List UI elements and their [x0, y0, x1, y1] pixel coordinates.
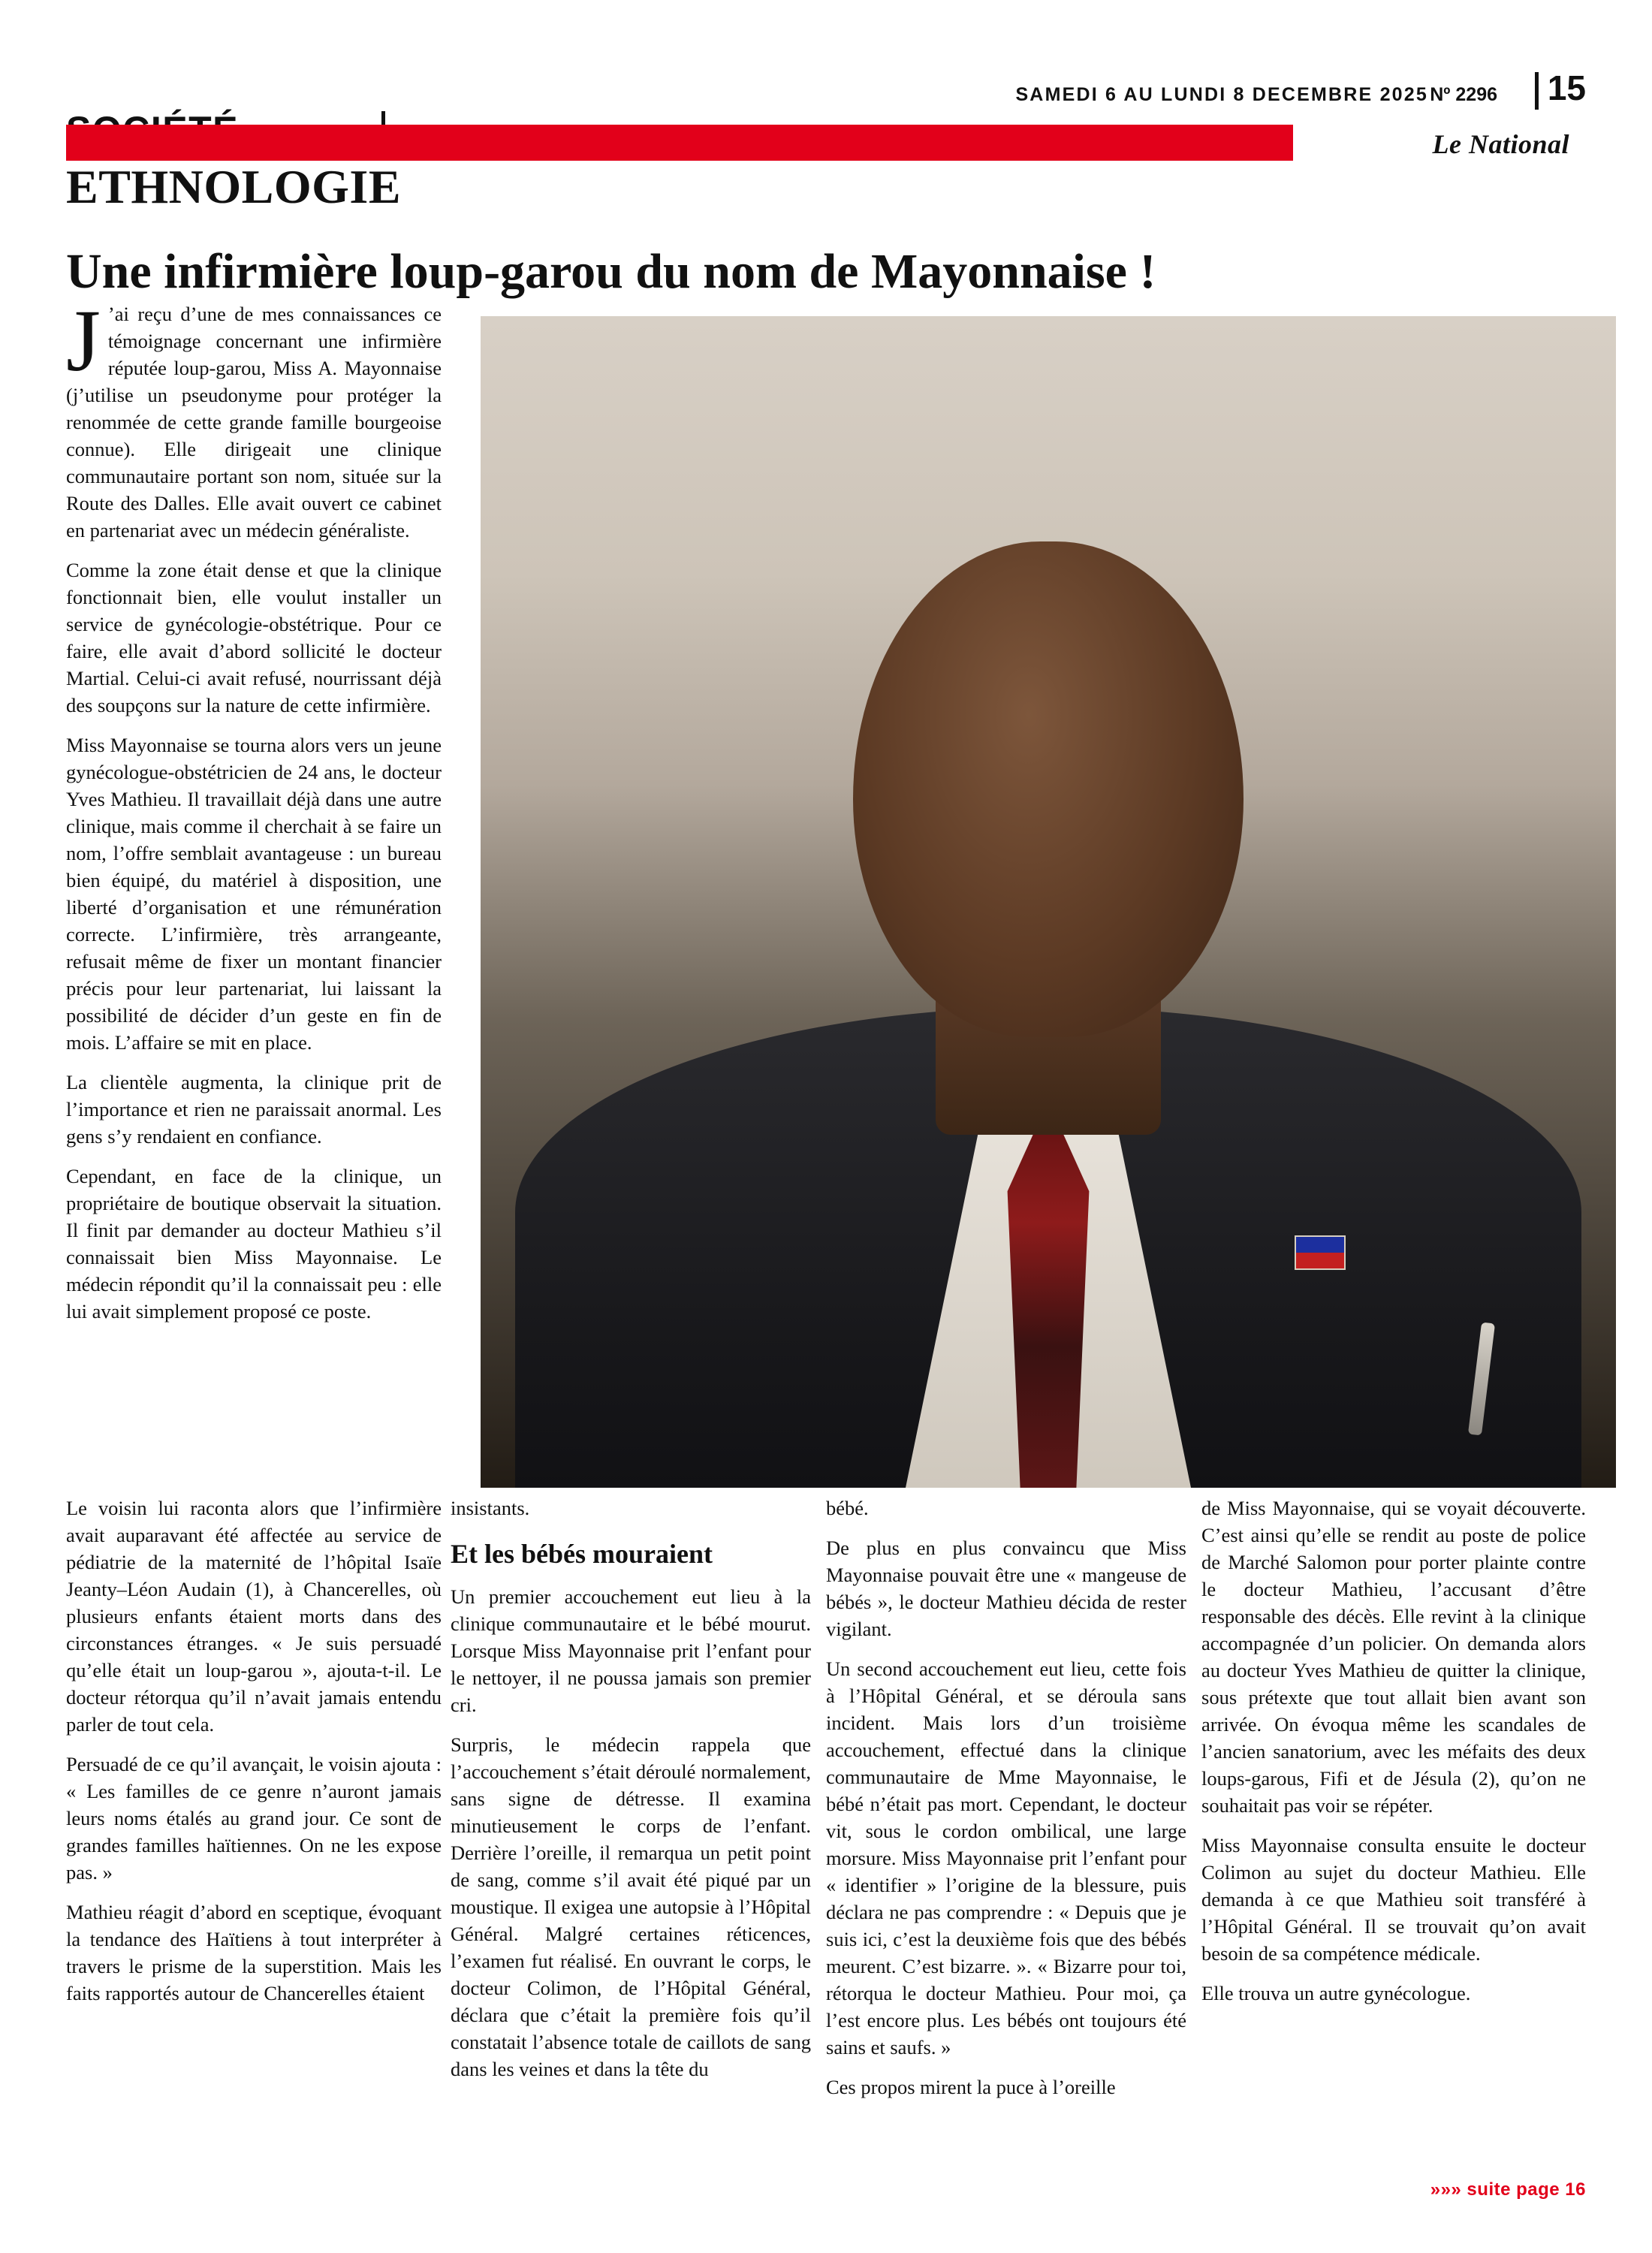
article-paragraph: Un premier accouchement eut lieu à la clinique communautaire et le bébé mourut. Lorsque Miss Mayonnaise prit l’enfant pour le nettoyer, il ne poussa jamais son premier cri. — [451, 1585, 811, 1716]
article-paragraph: Elle trouva un autre gynécologue. — [1201, 1982, 1471, 2004]
article-paragraph: insistants. — [451, 1497, 530, 1519]
article-paragraph: De plus en plus convaincu que Miss Mayonnaise pouvait être une « mangeuse de bébés », le docteur Mathieu décida de rester vigilant. — [826, 1537, 1186, 1640]
article-column-3 — [826, 1494, 1186, 2113]
article-paragraph: Miss Mayonnaise se tourna alors vers un jeune gynécologue-obstétricien de 24 ans, le docteur Yves Mathieu. Il travaillait déjà dans une autre clinique, mais comme il cherchait à se faire un nom, l’offre semblait avantageuse : un bureau bien équipé, du matériel à disposition, une liberté d’organisation et une rémunération correcte. L’infirmière, très arrangeante, refusait même de fixer un montant financier précis pour leur partenariat, lui laissant la possibilité de décider d’un geste en fin de mois. L’affaire se mit en place. — [66, 734, 442, 1054]
article-paragraph: Ces propos mirent la puce à l’oreille — [826, 2076, 1116, 2098]
dateline: SAMEDI 6 AU LUNDI 8 DECEMBRE 2025 — [1015, 84, 1428, 105]
article-paragraph: Un second accouchement eut lieu, cette fois à l’Hôpital Général, et se déroula sans incident. Mais lors d’un troisième accouchement, effectué dans la clinique communautaire de Mme Mayonnaise, le bébé n’était pas mort. Cependant, le docteur vit, sous le cordon ombilical, une large morsure. Miss Mayonnaise prit l’enfant pour « identifier » l’origine de la blessure, puis déclara ne pas comprendre : « Depuis que je suis ici, c’est la deuxième fois que des bébés meurent. C’est bizarre. ». « Bizarre pour toi, rétorqua le docteur Mathieu. Pour moi, ça l’est encore plus. Les bébés ont toujours été sains et saufs. » — [826, 1657, 1186, 2058]
article-paragraph: Cependant, en face de la clinique, un propriétaire de boutique observait la situation. Il finit par demander au docteur Mathieu s’il connaissait bien Miss Mayonnaise. Le médecin répondit qu’il la connaissait peu : elle lui avait simplement proposé ce poste. — [66, 1165, 442, 1323]
article-column-1-continued — [66, 1494, 442, 2019]
continuation-link[interactable]: »»» suite page 16 — [1430, 2179, 1586, 2200]
flag-pin-icon — [1295, 1235, 1346, 1270]
article-column-4 — [1201, 1494, 1586, 2019]
page-title: Une infirmière loup-garou du nom de Mayonnaise ! — [66, 244, 1156, 300]
article-paragraph: Comme la zone était dense et que la clinique fonctionnait bien, elle voulut installer un service de gynécologie-obstétrique. Pour ce faire, elle avait d’abord sollicité le docteur Martial. Celui-ci avait refusé, nourrissant déjà des soupçons sur la nature de cette infirmière. — [66, 559, 442, 716]
article-paragraph — [66, 291, 442, 544]
brand-name: Le National — [1432, 129, 1569, 159]
article-paragraph: Mathieu réagit d’abord en sceptique, évoquant la tendance des Haïtiens à tout interpréter à travers le prisme de la superstition. Mais les faits rapportés autour de Chancerelles étaient — [66, 1901, 442, 2004]
photo-subject-head — [853, 541, 1244, 1037]
article-kicker: ETHNOLOGIE — [66, 160, 401, 213]
page-number-rule — [1535, 72, 1539, 110]
article-paragraph: La clientèle augmenta, la clinique prit de l’importance et rien ne paraissait anormal. Les gens s’y rendaient en confiance. — [66, 1071, 442, 1148]
article-paragraph: Surpris, le médecin rappela que l’accouchement s’était déroulé normalement, sans signe de détresse. Il examina minutieusement le corps de l’enfant. Derrière l’oreille, il remarqua un petit point de sang, comme s’il avait été piqué par un moustique. Il exigea une autopsie à l’Hôpital Général. Malgré certaines réticences, l’examen fut réalisé. En ouvrant le corps, le docteur Colimon, de l’Hôpital Général, déclara que c’était la première fois qu’il constatait l’absence totale de caillots de sang dans les veines et dans la tête du — [451, 1733, 811, 2080]
paragraph-text: ’ai reçu d’une de mes connaissances ce témoignage concernant une infirmière réputée loup-garou, Miss A. Mayonnaise (j’utilise un pseudonyme pour protéger la renommée de cette grande famille bourgeoise connue). Elle dirigeait une clinique communautaire portant son nom, située sur la Route des Dalles. Elle avait ouvert ce cabinet en partenariat avec un médecin généraliste. — [66, 303, 442, 541]
article-paragraph: de Miss Mayonnaise, qui se voyait découverte. C’est ainsi qu’elle se rendit au poste de police de Marché Salomon pour porter plainte contre le docteur Mathieu, l’accusant d’être responsable des décès. Elle revint à la clinique accompagnée d’un policier. On demanda alors au docteur Yves Mathieu de quitter la clinique, sous prétexte que tout allait bien avant son arrivée. On évoqua même les scandales de l’ancien sanatorium, avec les méfaits des deux loups-garous, Fifi et de Jésula (2), qu’on ne souhaitait pas voir se répéter. — [1201, 1497, 1586, 1817]
article-paragraph: Le voisin lui raconta alors que l’infirmière avait auparavant été affectée au service de pédiatrie de la maternité de l’hôpital Isaïe Jeanty–Léon Audain (1), à Chancerelles, où plusieurs enfants étaient morts dans des circonstances étranges. « Je suis persuadé qu’elle était un loup-garou », ajouta-t-il. Le docteur rétorqua qu’il n’avait jamais entendu parler de tout cela. — [66, 1497, 442, 1736]
article-column-2 — [451, 1494, 811, 2095]
article-column-1 — [66, 291, 442, 1338]
article-paragraph: Miss Mayonnaise consulta ensuite le docteur Colimon au sujet du docteur Mathieu. Elle demanda à ce que Mathieu soit transféré à l’Hôpital Général. Il se trouvait qu’on avait besoin de sa compétence médicale. — [1201, 1834, 1586, 1965]
brand-box — [1293, 125, 1586, 161]
page-number-group — [1535, 68, 1586, 110]
article-photo — [481, 316, 1616, 1488]
issue-number: Nº 2296 — [1430, 84, 1497, 105]
brand-bar — [66, 125, 1586, 161]
drop-cap: J — [66, 291, 101, 390]
page-number: 15 — [1547, 68, 1586, 107]
article-paragraph: Persuadé de ce qu’il avançait, le voisin ajouta : « Les familles de ce genre n’auront jamais leurs noms étalés au grand jour. Ce sont de grandes familles haïtiennes. On ne les expose pas. » — [66, 1753, 442, 1884]
article-paragraph: bébé. — [826, 1497, 869, 1519]
article-subheading: Et les bébés mouraient — [451, 1539, 713, 1569]
